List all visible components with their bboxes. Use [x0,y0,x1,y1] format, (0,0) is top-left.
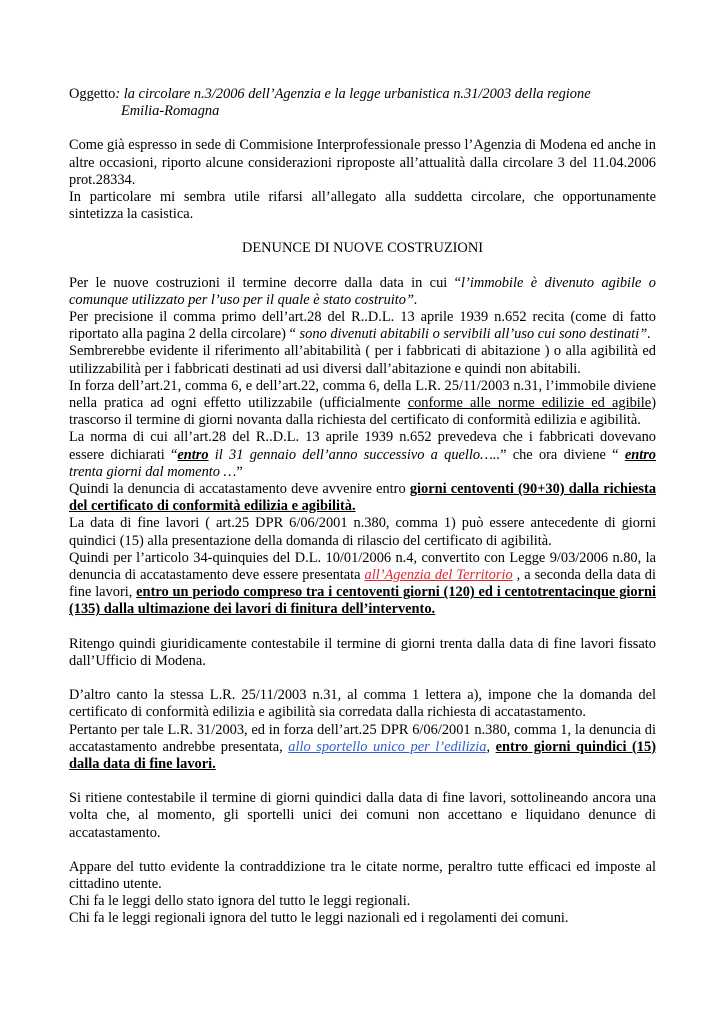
text-run: , [486,738,496,755]
agenzia-territorio-link: all’Agenzia del Territorio [364,567,513,584]
text-run: Per precisione il comma primo dell’art.28 del R..D.L. 13 aprile 1939 n.652 recita (come di fatto riportato alla pagina 2 della circolare) “ [69,309,656,343]
paragraph-daltro-canto: D’altro canto la stessa L.R. 25/11/2003 n.31, al comma 1 lettera a), impone che la domanda del certificato di conformità edilizia e agibilità sia corredata dalla richiesta di accatastamento. [69,687,656,721]
intro-paragraph: Come già espresso in sede di Commisione Interprofessionale presso l’Agenzia di Modena ed anche in altre occasioni, riporto alcune considerazioni riproposte all’attualità dalla circolare 3 del 11.04.2006 prot.28334. [69,137,656,188]
subject-line [69,86,656,103]
emphasis-entro: entro [177,446,209,463]
emphasis-entro-2: entro [624,446,656,463]
text-run: ” che ora diviene “ [500,446,625,463]
text-run: Quindi la denuncia di accatastamento deve avvenire entro [69,481,410,498]
subject-label: Oggetto [69,86,116,102]
paragraph-abitabilita: Sembrerebbe evidente il riferimento all’abitabilità ( per i fabbricati di abitazione ) o alla agibilità ed utilizzabilità per i fabbricati destinati ad usi diversi dall’abitazione e quindi non abitabili. [69,343,656,377]
text-run: In forza dell’art.21, comma 6, e dell’art.22, comma 6, della L.R. 25/11/2003 n.31, l’immobile diviene nella pratica ad ogni effetto utilizzabile (ufficialmente [69,377,656,412]
text-run: Quindi per l’articolo 34-quinquies del D.L. 10/01/2006 n.4, convertito con Legge 9/03/2006 n.80, la denuncia di accatastamento deve essere presentata [69,549,656,584]
paragraph-pertanto [69,722,656,774]
underlined-run: conforme alle norme edilizie ed agibile [407,395,652,412]
bold-underlined-run: entro giorni quindici (15) dalla data di fine lavori. [69,738,656,772]
sportello-unico-link: allo sportello unico per l’edilizia [288,738,487,755]
section-title: DENUNCE DI NUOVE COSTRUZIONI [241,240,484,257]
paragraph-lr-31 [69,378,656,430]
subject-line-2 [69,103,656,120]
paragraph-contestabile-15: Si ritiene contestabile il termine di giorni quindici dalla data di fine lavori, sottolineando ancora una volta che, al momento, gli sportelli unici dei comuni non accettano e liquidano denunce di accatastamento. [69,790,656,841]
paragraph-fine-lavori: La data di fine lavori ( art.25 DPR 6/06/2001 n.380, comma 1) può essere antecedente di giorni quindici (15) alla presentazione della domanda di rilascio del certificato di agibilità. [69,515,656,549]
paragraph-contraddizione: Appare del tutto evidente la contraddizione tra le citate norme, peraltro tutte efficaci ed imposte al cittadino utente. [69,858,656,892]
quote-run: l’immobile è divenuto agibile o comunque utilizzato per l’uso per il quale è stato costruito”. [69,274,656,308]
text-run: , a seconda della data di fine lavori, [69,567,656,601]
paragraph-leggi-stato: Chi fa le leggi dello stato ignora del tutto le leggi regionali. [69,893,411,910]
paragraph-precisione [69,309,656,343]
paragraph-contestabile-30: Ritengo quindi giuridicamente contestabile il termine di giorni trenta dalla data di fine lavori fissato dall’Ufficio di Modena. [69,635,656,669]
paragraph-centoventi [69,481,656,515]
intro-paragraph-2: In particolare mi sembra utile rifarsi all’allegato alla suddetta circolare, che opportunamente sintetizza la casistica. [69,189,656,223]
paragraph-articolo-34 [69,550,656,619]
paragraph-leggi-regionali: Chi fa le leggi regionali ignora del tutto le leggi nazionali ed i regolamenti dei comuni. [69,910,569,927]
text-run: La norma di cui all’art.28 del R..D.L. 13 aprile 1939 n.652 prevedeva che i fabbricati dovevano essere dichiarati “ [69,429,656,463]
subject-region: Emilia-Romagna [121,103,220,120]
bold-underlined-run: entro un periodo compreso tra i centoventi giorni (120) ed i centotrentacinque giorni (135) dalla ultimazione dei lavori di finitura dell’intervento. [69,584,656,618]
subject-text: : la circolare n.3/2006 dell’Agenzia e la legge urbanistica n.31/2003 della regione [115,86,591,102]
text-run: ” [236,463,243,480]
quote-run: sono divenuti abitabili o servibili all’uso cui sono destinati”. [295,326,651,343]
text-run: ) trascorso il termine di giorni novanta dalla richiesta del certificato di conformità edilizia e agibilità. [69,395,656,429]
bold-underlined-run: giorni centoventi (90+30) dalla richiesta del certificato di conformità edilizia e agibilità. [69,481,657,515]
quote-run: trenta giorni dal momento … [69,463,237,480]
document-page [69,86,656,928]
paragraph-decorrenza [69,275,656,309]
text-run: Pertanto per tale L.R. 31/2003, ed in forza dell’art.25 DPR 6/06/2001 n.380, comma 1, la denuncia di accatastamento andrebbe presentata, [69,721,656,755]
paragraph-norma-1939 [69,429,656,481]
text-run: Per le nuove costruzioni il termine decorre dalla data in cui “ [69,274,462,291]
quote-run: il 31 gennaio dell’anno successivo a quello….. [208,446,501,463]
